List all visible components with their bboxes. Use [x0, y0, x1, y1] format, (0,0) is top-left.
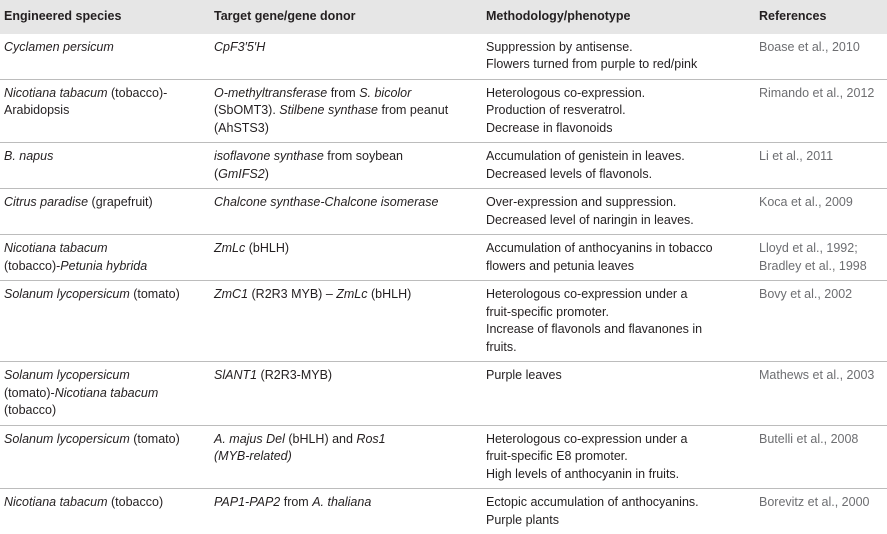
cell-line: Decrease in flavonoids [486, 120, 751, 138]
cell-line: Li et al., 2011 [759, 148, 883, 166]
text-segment: PAP1-PAP2 [214, 495, 280, 509]
text-segment: from [327, 86, 359, 100]
cell-species [0, 362, 210, 426]
cell-line: Decreased levels of flavonols. [486, 166, 751, 184]
cell-line [214, 494, 478, 512]
cell-gene [210, 79, 482, 143]
cell-line [4, 494, 206, 512]
table-header [0, 0, 887, 34]
cell-line: Bovy et al., 2002 [759, 286, 883, 304]
cell-line [4, 385, 206, 403]
text-segment: SlANT1 [214, 368, 257, 382]
text-segment: (tobacco)- [4, 259, 60, 273]
cell-line: Flowers turned from purple to red/pink [486, 56, 751, 74]
cell-line: Decreased level of naringin in leaves. [486, 212, 751, 230]
text-segment: A. majus Del [214, 432, 285, 446]
text-segment: Nicotiana tabacum [4, 495, 108, 509]
text-segment: (SbOMT3). [214, 103, 279, 117]
cell-reference [755, 235, 887, 281]
cell-line: Ectopic accumulation of anthocyanins. [486, 494, 751, 512]
text-segment: A. thaliana [312, 495, 371, 509]
table-body [0, 34, 887, 534]
text-segment: (bHLH) and [285, 432, 357, 446]
text-segment: O-methyltransferase [214, 86, 327, 100]
text-segment: from soybean [324, 149, 403, 163]
cell-gene [210, 235, 482, 281]
cell-line: Increase of flavonols and flavanones in [486, 321, 751, 339]
cell-line: Borevitz et al., 2000 [759, 494, 883, 512]
cell-line [4, 367, 206, 385]
cell-line [4, 402, 206, 420]
cell-line: Rimando et al., 2012 [759, 85, 883, 103]
text-segment: (tomato) [130, 432, 180, 446]
cell-line [4, 286, 206, 304]
cell-line [4, 431, 206, 449]
text-segment: (tobacco) [4, 403, 56, 417]
cell-method [482, 79, 755, 143]
cell-reference [755, 79, 887, 143]
cell-line: Over-expression and suppression. [486, 194, 751, 212]
cell-species [0, 489, 210, 534]
text-segment: ZmC1 [214, 287, 248, 301]
text-segment: Citrus paradise [4, 195, 88, 209]
cell-method [482, 425, 755, 489]
cell-line: Accumulation of anthocyanins in tobacco [486, 240, 751, 258]
text-segment: Nicotiana tabacum [4, 86, 108, 100]
cell-species [0, 425, 210, 489]
cell-line [214, 120, 478, 138]
cell-line [214, 148, 478, 166]
text-segment: ( [214, 167, 218, 181]
cell-line: Mathews et al., 2003 [759, 367, 883, 385]
cell-reference [755, 425, 887, 489]
text-segment: (bHLH) [245, 241, 289, 255]
text-segment: Chalcone synthase-Chalcone isomerase [214, 195, 438, 209]
cell-line [214, 431, 478, 449]
cell-line: High levels of anthocyanin in fruits. [486, 466, 751, 484]
cell-method [482, 235, 755, 281]
text-segment: S. bicolor [359, 86, 411, 100]
header-references: References [755, 0, 887, 34]
cell-species [0, 79, 210, 143]
cell-line [214, 448, 478, 466]
cell-line: fruit-specific E8 promoter. [486, 448, 751, 466]
cell-line: Bradley et al., 1998 [759, 258, 883, 276]
table-row [0, 362, 887, 426]
cell-reference [755, 143, 887, 189]
header-engineered-species: Engineered species [0, 0, 210, 34]
cell-line [214, 194, 478, 212]
cell-line [214, 367, 478, 385]
text-segment: (R2R3 MYB) – [248, 287, 336, 301]
header-target-gene: Target gene/gene donor [210, 0, 482, 34]
text-segment: Solanum lycopersicum [4, 368, 130, 382]
cell-method [482, 362, 755, 426]
text-segment: ) [265, 167, 269, 181]
cell-line: Koca et al., 2009 [759, 194, 883, 212]
cell-line [4, 194, 206, 212]
table-row [0, 281, 887, 362]
cell-line [214, 85, 478, 103]
cell-line: Purple leaves [486, 367, 751, 385]
text-segment: Solanum lycopersicum [4, 432, 130, 446]
text-segment: CpF3′5′H [214, 40, 265, 54]
cell-method [482, 189, 755, 235]
cell-line [4, 148, 206, 166]
cell-gene [210, 143, 482, 189]
cell-reference [755, 281, 887, 362]
cell-gene [210, 489, 482, 534]
cell-line: flowers and petunia leaves [486, 258, 751, 276]
text-segment: Ros1 [356, 432, 385, 446]
text-segment: from peanut [378, 103, 448, 117]
table-row [0, 425, 887, 489]
text-segment: Arabidopsis [4, 103, 69, 117]
cell-line [214, 166, 478, 184]
cell-line: Heterologous co-expression under a [486, 286, 751, 304]
cell-line: Accumulation of genistein in leaves. [486, 148, 751, 166]
cell-reference [755, 34, 887, 80]
cell-gene [210, 281, 482, 362]
text-segment: from [280, 495, 312, 509]
text-segment: Nicotiana tabacum [55, 386, 159, 400]
text-segment: Cyclamen persicum [4, 40, 114, 54]
cell-species [0, 281, 210, 362]
header-methodology: Methodology/phenotype [482, 0, 755, 34]
cell-method [482, 143, 755, 189]
table-row [0, 189, 887, 235]
table-row [0, 79, 887, 143]
cell-line: Suppression by antisense. [486, 39, 751, 57]
text-segment: Petunia hybrida [60, 259, 147, 273]
table-row [0, 489, 887, 534]
text-segment: ZmLc [214, 241, 245, 255]
cell-reference [755, 489, 887, 534]
text-segment: (tobacco)- [108, 86, 168, 100]
cell-gene [210, 34, 482, 80]
cell-reference [755, 362, 887, 426]
cell-line: Heterologous co-expression under a [486, 431, 751, 449]
text-segment: (tomato)- [4, 386, 55, 400]
cell-line: fruit-specific promoter. [486, 304, 751, 322]
text-segment: (R2R3-MYB) [257, 368, 332, 382]
cell-gene [210, 425, 482, 489]
cell-reference [755, 189, 887, 235]
cell-gene [210, 189, 482, 235]
cell-line: Boase et al., 2010 [759, 39, 883, 57]
text-segment: isoflavone synthase [214, 149, 324, 163]
cell-species [0, 34, 210, 80]
cell-line: Butelli et al., 2008 [759, 431, 883, 449]
cell-line [4, 258, 206, 276]
text-segment: Solanum lycopersicum [4, 287, 130, 301]
cell-method [482, 281, 755, 362]
cell-species [0, 235, 210, 281]
text-segment: (tomato) [130, 287, 180, 301]
text-segment: (bHLH) [368, 287, 412, 301]
text-segment: Stilbene synthase [279, 103, 378, 117]
cell-line: Purple plants [486, 512, 751, 530]
cell-line [214, 240, 478, 258]
cell-line [4, 39, 206, 57]
cell-line [4, 85, 206, 103]
cell-method [482, 34, 755, 80]
text-segment: (grapefruit) [88, 195, 153, 209]
table-row [0, 34, 887, 80]
cell-line [4, 240, 206, 258]
header-row [0, 0, 887, 34]
table-row [0, 143, 887, 189]
table-row [0, 235, 887, 281]
text-segment: (AhSTS3) [214, 121, 269, 135]
text-segment: ZmLc [336, 287, 367, 301]
text-segment: GmIFS2 [218, 167, 265, 181]
cell-species [0, 143, 210, 189]
cell-line: Lloyd et al., 1992; [759, 240, 883, 258]
cell-gene [210, 362, 482, 426]
text-segment: (MYB-related) [214, 449, 292, 463]
text-segment: Nicotiana tabacum [4, 241, 108, 255]
cell-species [0, 189, 210, 235]
cell-line [214, 102, 478, 120]
cell-line [214, 286, 478, 304]
cell-line: Production of resveratrol. [486, 102, 751, 120]
cell-line: fruits. [486, 339, 751, 357]
text-segment: B. napus [4, 149, 53, 163]
text-segment: (tobacco) [108, 495, 164, 509]
cell-method [482, 489, 755, 534]
cell-line [4, 102, 206, 120]
cell-line: Heterologous co-expression. [486, 85, 751, 103]
cell-line [214, 39, 478, 57]
